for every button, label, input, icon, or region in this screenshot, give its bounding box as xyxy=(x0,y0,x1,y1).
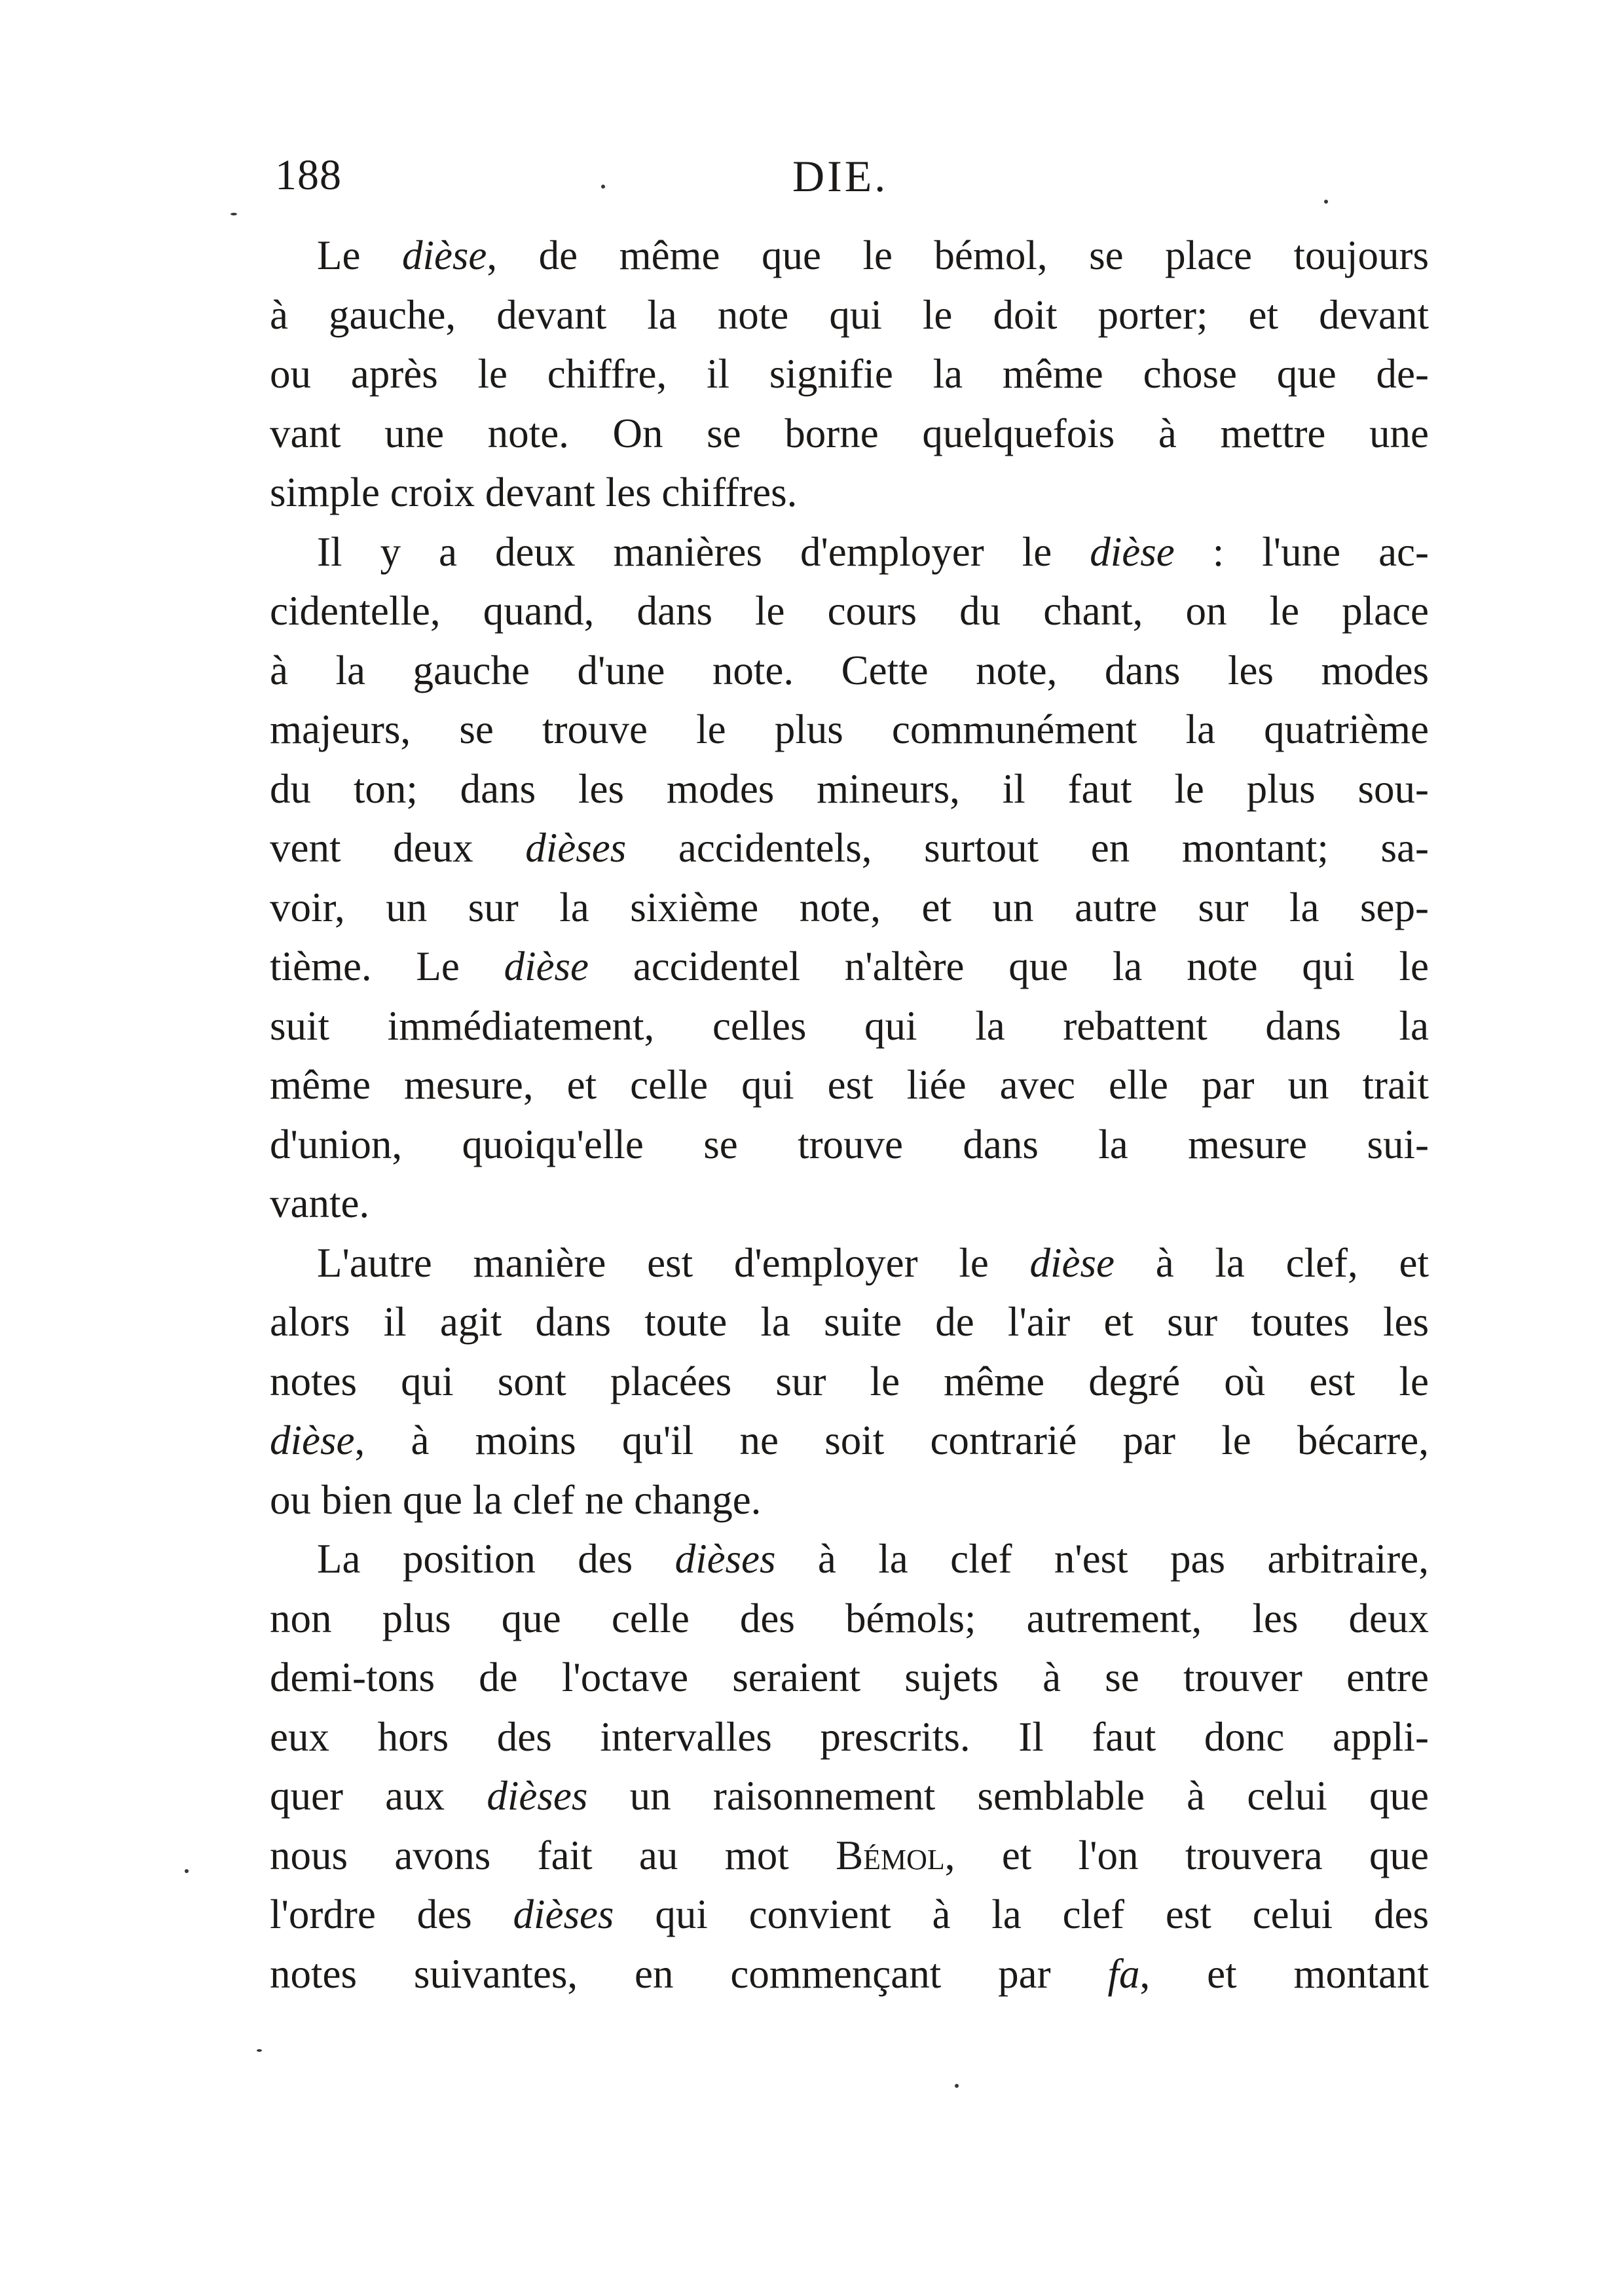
text-line: l'ordre des dièses qui convient à la clef est celui des xyxy=(270,1891,1429,1937)
body-text xyxy=(270,226,1429,2003)
text-line: vante. xyxy=(270,1180,370,1226)
text-line: d'union, quoiqu'elle se trouve dans la mesure sui- xyxy=(270,1121,1429,1167)
text-line: vent deux dièses accidentels, surtout en montant; sa- xyxy=(270,825,1429,871)
text-line: eux hors des intervalles prescrits. Il faut donc appli- xyxy=(270,1713,1429,1760)
text-line: ou bien que la clef ne change. xyxy=(270,1476,762,1523)
text-line: voir, un sur la sixième note, et un autre sur la sep- xyxy=(270,884,1429,930)
text-line: notes suivantes, en commençant par fa, et montant xyxy=(270,1950,1429,1997)
text-line: simple croix devant les chiffres. xyxy=(270,469,798,515)
paper-speck xyxy=(231,213,237,215)
text-line: ou après le chiffre, il signifie la même chose que de- xyxy=(270,351,1429,397)
page-header xyxy=(275,151,1421,210)
paper-speck xyxy=(257,2049,262,2052)
text-line: alors il agit dans toute la suite de l'air et sur toutes les xyxy=(270,1299,1429,1345)
paper-speck xyxy=(1324,200,1328,204)
text-line: à la gauche d'une note. Cette note, dans les modes xyxy=(270,647,1429,693)
text-line: non plus que celle des bémols; autrement, les deux xyxy=(270,1595,1429,1641)
text-line: vant une note. On se borne quelquefois à mettre une xyxy=(270,410,1429,456)
paper-speck xyxy=(601,185,605,189)
text-line: quer aux dièses un raisonnement semblable à celui que xyxy=(270,1773,1430,1819)
text-line: Le dièse, de même que le bémol, se place toujours xyxy=(317,232,1429,278)
text-line: L'autre manière est d'employer le dièse à la clef, et xyxy=(317,1239,1429,1286)
text-line: même mesure, et celle qui est liée avec elle par un trait xyxy=(270,1062,1429,1108)
text-line: cidentelle, quand, dans le cours du chant, on le place xyxy=(270,588,1429,634)
text-line: Il y a deux manières d'employer le dièse : l'une ac- xyxy=(317,528,1429,575)
text-line: suit immédiatement, celles qui la rebattent dans la xyxy=(270,1002,1429,1049)
text-line: demi-tons de l'octave seraient sujets à se trouver entre xyxy=(270,1654,1429,1700)
text-line: nous avons fait au mot Bémol, et l'on trouvera que xyxy=(270,1832,1430,1878)
paper-speck xyxy=(185,1869,189,1873)
text-line: dièse, à moins qu'il ne soit contrarié par le bécarre, xyxy=(270,1417,1429,1463)
text-line: La position des dièses à la clef n'est pas arbitraire, xyxy=(317,1536,1429,1582)
page-number: 188 xyxy=(275,151,342,199)
text-line: notes qui sont placées sur le même degré où est le xyxy=(270,1358,1429,1404)
running-head: DIE. xyxy=(792,151,889,201)
text-line: du ton; dans les modes mineurs, il faut le plus sou- xyxy=(270,765,1429,812)
text-line: tième. Le dièse accidentel n'altère que la note qui le xyxy=(270,943,1429,989)
text-line: à gauche, devant la note qui le doit porter; et devant xyxy=(270,291,1429,338)
text-line: majeurs, se trouve le plus communément la quatrième xyxy=(270,706,1429,752)
paper-speck xyxy=(955,2084,959,2088)
